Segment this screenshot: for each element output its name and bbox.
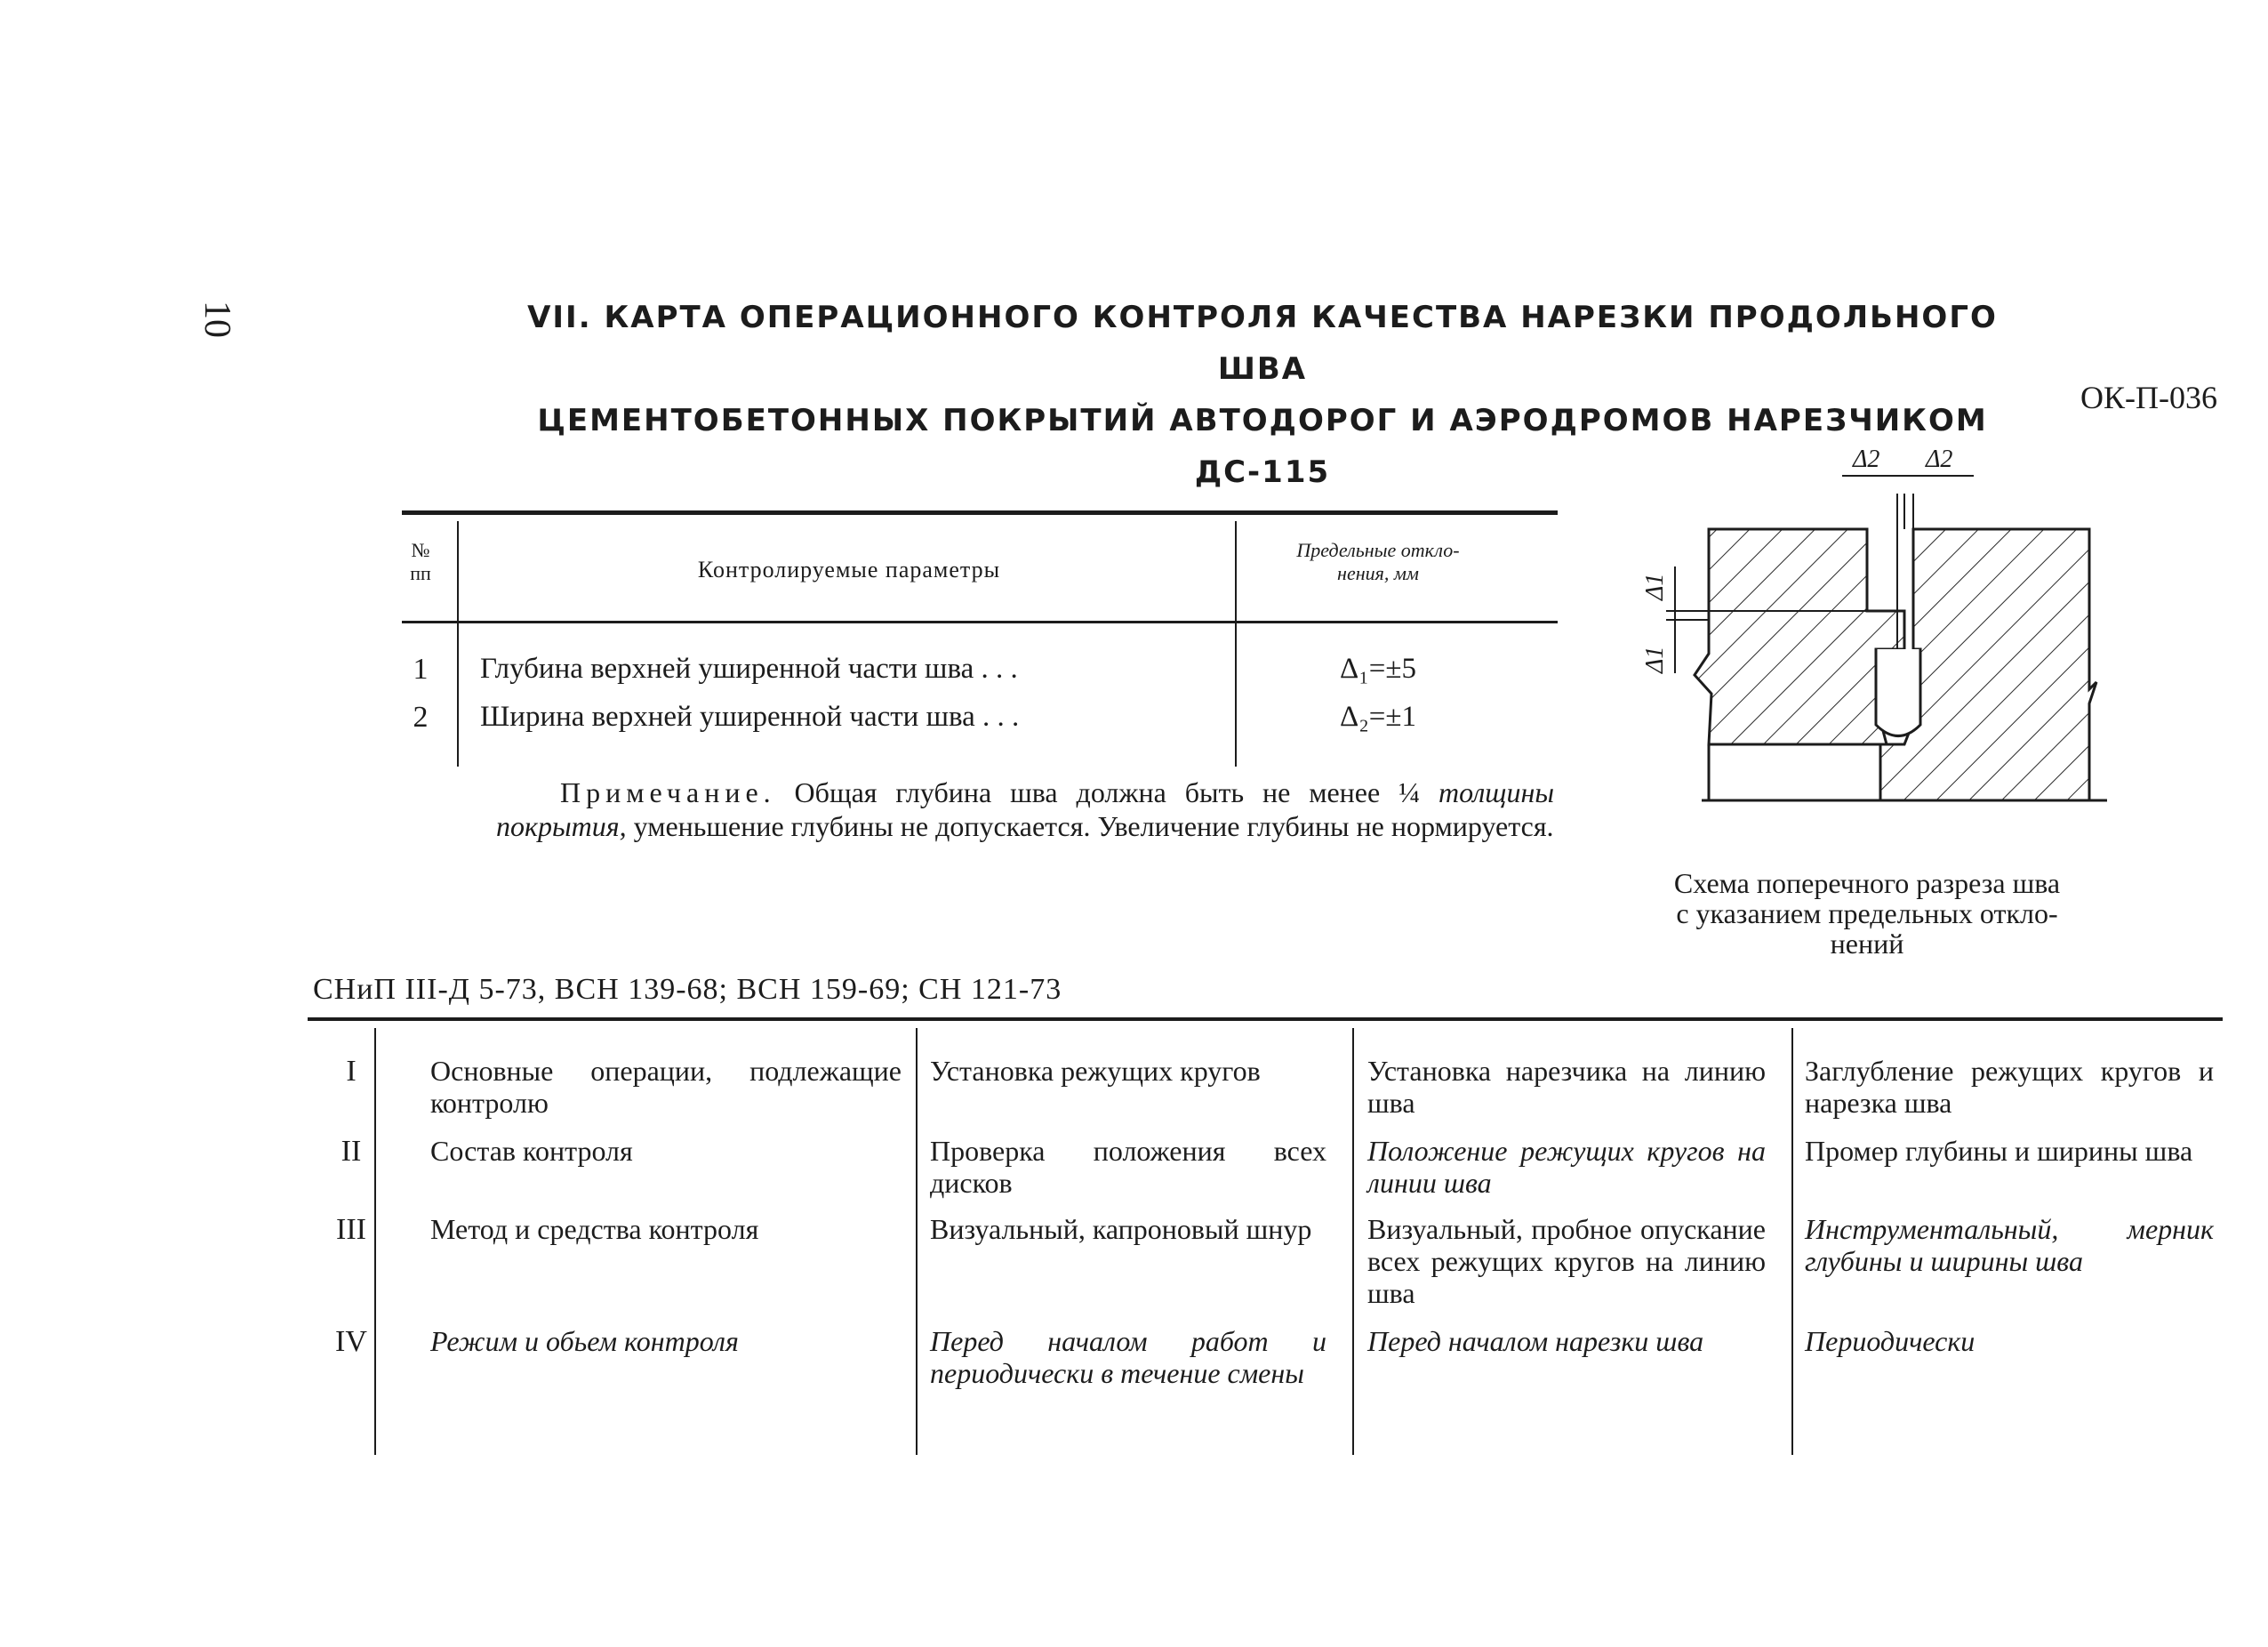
- joint-cross-section-diagram: [1609, 440, 2125, 823]
- table2-row-4-num: IV: [335, 1325, 367, 1358]
- table1-header-deviation: [1236, 539, 1520, 585]
- table2-row-2-num: II: [341, 1135, 362, 1168]
- note-text-2: толщины покрытия,: [496, 776, 1555, 842]
- table2-top-rule: [308, 1017, 2223, 1021]
- label-d2-right: Δ2: [1926, 446, 1953, 473]
- page-number: 10: [196, 301, 237, 338]
- diagram-caption: [1609, 868, 2125, 959]
- label-d1-top: Δ1: [1641, 573, 1669, 600]
- table1-header-num: [398, 539, 443, 585]
- saw-cut-groove: [1876, 649, 1920, 736]
- table1-header-param: Контролируемые параметры: [697, 557, 1001, 582]
- table2-row-1-num: I: [346, 1055, 357, 1088]
- note-text-1: Общая глубина шва должна быть не менее: [775, 776, 1399, 808]
- header-num-label: пп: [410, 562, 431, 584]
- table1-header-rule: [402, 621, 1558, 623]
- table2-row-4-cell-3: Перед началом нарезки шва: [1367, 1325, 1704, 1357]
- concrete-slab-left: [1695, 529, 1904, 744]
- table2-divider-3: [1352, 1028, 1354, 1455]
- note-label: Примечание.: [560, 776, 776, 808]
- table2-row-1-cell-3: Установка нарезчика на линию шва: [1367, 1055, 1766, 1119]
- caption-line-3: нений: [1830, 928, 1904, 960]
- table2-row-2-cell-3: Положение режущих кругов на линии шва: [1367, 1135, 1766, 1199]
- table2-row-3-num: III: [336, 1213, 366, 1246]
- table2-row-4-cell-2: Перед началом работ и периодически в течение смены: [930, 1325, 1326, 1389]
- table2-row-4-cell-4: Периодически: [1805, 1325, 1975, 1357]
- table1-row-1-param: Глубина верхней уширенной части шва . . .: [480, 653, 1018, 685]
- table1-top-rule: [402, 510, 1558, 515]
- table2-divider-4: [1791, 1028, 1793, 1455]
- table2-row-1-cell-4: Заглубление режущих кругов и нарезка шва: [1805, 1055, 2214, 1119]
- header-deviation-line-2: нения, мм: [1337, 562, 1419, 584]
- table1-divider-1: [457, 521, 459, 767]
- title-line-1: VII. КАРТА ОПЕРАЦИОННОГО КОНТРОЛЯ КАЧЕСТВА НАРЕЗКИ ПРОДОЛЬНОГО ШВА: [527, 300, 1998, 387]
- table2-row-2-cell-2: Проверка положения всех дисков: [930, 1135, 1326, 1199]
- table2-row-2-operation: Состав контроля: [430, 1135, 633, 1167]
- table1-row-1-deviation: Δ₁=±5: [1340, 653, 1416, 685]
- table2-row-3-cell-3: Визуальный, пробное опускание всех режущих кругов на линию шва: [1367, 1213, 1766, 1309]
- normative-references: СНиП III-Д 5-73, ВСН 139-68; ВСН 159-69; СН 121-73: [313, 973, 1062, 1006]
- note-text-3: уменьшение глубины не допускается. Увеличение глубины не нормируется.: [626, 810, 1554, 842]
- table1-row-2-deviation: Δ₂=±1: [1340, 701, 1416, 733]
- header-deviation-line-1: Предельные откло-: [1296, 539, 1460, 561]
- label-d1-bottom: Δ1: [1641, 646, 1669, 673]
- document-code: ОК-П-036: [2080, 380, 2217, 415]
- table2-row-1-operation: Основные операции, подлежащие контролю: [430, 1055, 902, 1119]
- table2-row-3-operation: Метод и средства контроля: [430, 1213, 759, 1245]
- table1-row-1-num: 1: [413, 653, 429, 686]
- table1-row-2-param: Ширина верхней уширенной части шва . . .: [480, 701, 1020, 733]
- table2-row-4-operation: Режим и обьем контроля: [430, 1325, 739, 1357]
- table2-row-2-cell-4: Промер глубины и ширины шва: [1805, 1135, 2193, 1167]
- label-d2-left: Δ2: [1853, 446, 1880, 473]
- caption-line-2: с указанием предельных откло-: [1676, 897, 2058, 929]
- table2-row-3-cell-2: Визуальный, капроновый шнур: [930, 1213, 1312, 1245]
- table2-row-1-cell-2: Установка режущих кругов: [930, 1055, 1261, 1087]
- title-line-2: ЦЕМЕНТОБЕТОННЫХ ПОКРЫТИЙ АВТОДОРОГ И АЭРОДРОМОВ НАРЕЗЧИКОМ ДС-115: [537, 403, 1988, 490]
- table2-row-3-cell-4: Инструментальный, мерник глубины и ширины шва: [1805, 1213, 2214, 1277]
- note-fraction: ¼: [1398, 776, 1421, 808]
- note: [496, 775, 1554, 843]
- table1-row-2-num: 2: [413, 701, 429, 734]
- caption-line-1: Схема поперечного разреза шва: [1673, 867, 2061, 899]
- header-num-symbol: №: [411, 539, 430, 561]
- table2-divider-2: [916, 1028, 918, 1455]
